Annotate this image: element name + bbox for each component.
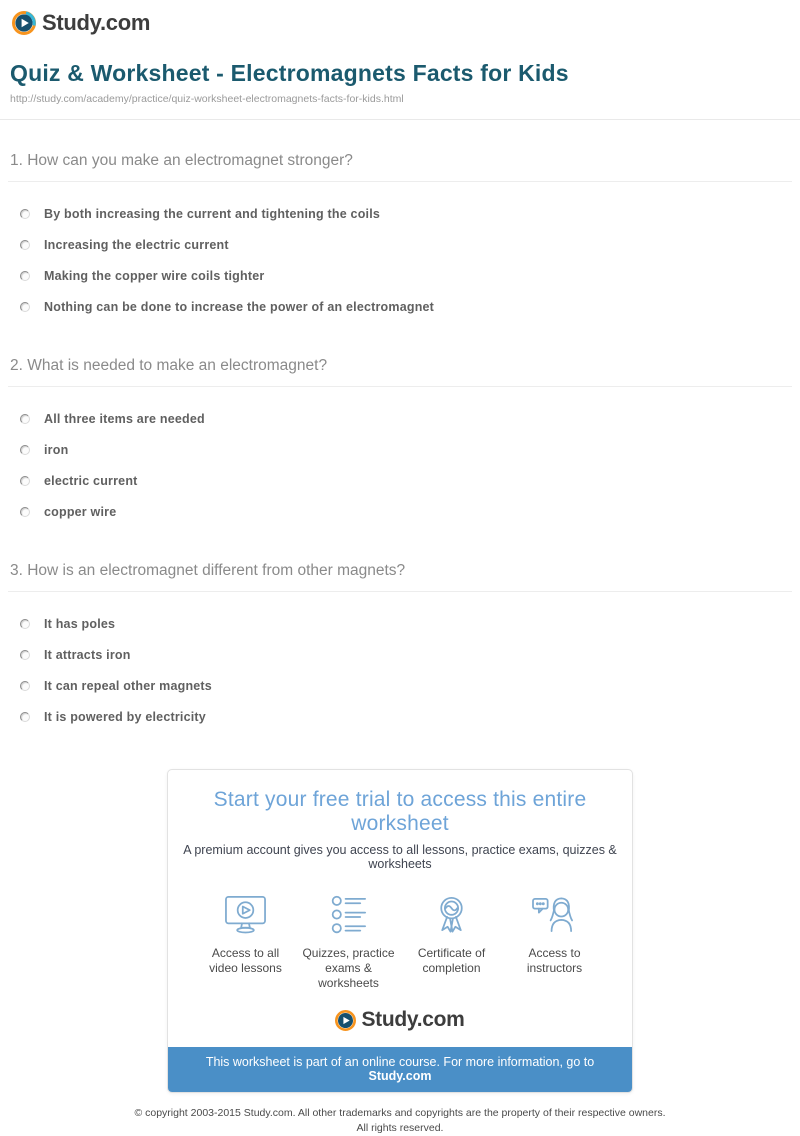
feature-instructors [503, 893, 606, 991]
study-play-icon[interactable] [12, 11, 36, 35]
answer-option[interactable] [20, 649, 792, 661]
page-title: Quiz & Worksheet - Electromagnets Facts for Kids [10, 60, 569, 86]
trial-card-title: Start your free trial to access this entire worksheet [213, 788, 587, 835]
feature-list [168, 871, 632, 991]
course-info-banner [168, 1047, 632, 1092]
radio-button[interactable] [20, 476, 30, 486]
answer-option[interactable] [20, 711, 792, 723]
question-3 [8, 562, 792, 723]
radio-button[interactable] [20, 414, 30, 424]
option-label: Increasing the electric current [44, 238, 229, 252]
answer-option[interactable] [20, 506, 792, 518]
feature-certificate [400, 893, 503, 991]
answer-option[interactable] [20, 618, 792, 630]
video-monitor-icon [222, 893, 269, 937]
feature-label: Access to all video lessons [209, 946, 282, 975]
title-block [0, 36, 800, 105]
feature-quizzes [297, 893, 400, 991]
question-heading: 1. How can you make an electromagnet stronger? [8, 152, 792, 182]
card-study-logo [168, 1008, 632, 1032]
question-2 [8, 357, 792, 518]
option-label: copper wire [44, 505, 117, 519]
option-label: It is powered by electricity [44, 710, 206, 724]
radio-button[interactable] [20, 445, 30, 455]
options-list [8, 182, 792, 313]
radio-button[interactable] [20, 650, 30, 660]
radio-button[interactable] [20, 240, 30, 250]
option-label: It attracts iron [44, 648, 131, 662]
options-list [8, 387, 792, 518]
radio-button[interactable] [20, 209, 30, 219]
option-label: All three items are needed [44, 412, 205, 426]
free-trial-card [167, 769, 633, 1093]
question-heading: 2. What is needed to make an electromagnet? [8, 357, 792, 387]
feature-label: Quizzes, practice exams & worksheets [302, 946, 395, 990]
feature-label: Certificate of completion [417, 946, 486, 975]
radio-button[interactable] [20, 302, 30, 312]
banner-text: This worksheet is part of an online course. For more information, go to [205, 1055, 595, 1069]
answer-option[interactable] [20, 301, 792, 313]
answer-option[interactable] [20, 208, 792, 220]
option-label: Nothing can be done to increase the power of an electromagnet [44, 300, 435, 314]
question-heading: 3. How is an electromagnet different from other magnets? [8, 562, 792, 592]
option-label: electric current [44, 474, 138, 488]
banner-study-link[interactable]: Study.com [368, 1069, 432, 1083]
radio-button[interactable] [20, 271, 30, 281]
copyright-notice: © copyright 2003-2015 Study.com. All other trademarks and copyrights are the property of their respective owners. All rights reserved. [134, 1107, 666, 1134]
question-1 [8, 152, 792, 313]
radio-button[interactable] [20, 681, 30, 691]
answer-option[interactable] [20, 680, 792, 692]
answer-option[interactable] [20, 413, 792, 425]
option-label: It has poles [44, 617, 116, 631]
site-header [0, 0, 800, 36]
option-label: Making the copper wire coils tighter [44, 269, 265, 283]
quiz-list-icon [325, 893, 372, 937]
answer-option[interactable] [20, 444, 792, 456]
answer-option[interactable] [20, 475, 792, 487]
study-logo-text[interactable]: Study.com [42, 10, 151, 35]
answer-option[interactable] [20, 270, 792, 282]
page-url: http://study.com/academy/practice/quiz-worksheet-electromagnets-facts-for-kids.html [10, 93, 404, 105]
instructor-chat-icon [531, 893, 578, 937]
option-label: It can repeal other magnets [44, 679, 212, 693]
trial-card-subtitle: A premium account gives you access to all lessons, practice exams, quizzes & worksheets [183, 843, 617, 871]
option-label: iron [44, 443, 69, 457]
radio-button[interactable] [20, 619, 30, 629]
certificate-ribbon-icon [428, 893, 475, 937]
quiz-questions [0, 120, 800, 723]
radio-button[interactable] [20, 507, 30, 517]
option-label: By both increasing the current and tightening the coils [44, 207, 381, 221]
feature-video-lessons [194, 893, 297, 991]
options-list [8, 592, 792, 723]
study-play-icon [335, 1010, 356, 1031]
answer-option[interactable] [20, 239, 792, 251]
feature-label: Access to instructors [526, 946, 583, 975]
radio-button[interactable] [20, 712, 30, 722]
study-logo-text: Study.com [361, 1008, 465, 1031]
